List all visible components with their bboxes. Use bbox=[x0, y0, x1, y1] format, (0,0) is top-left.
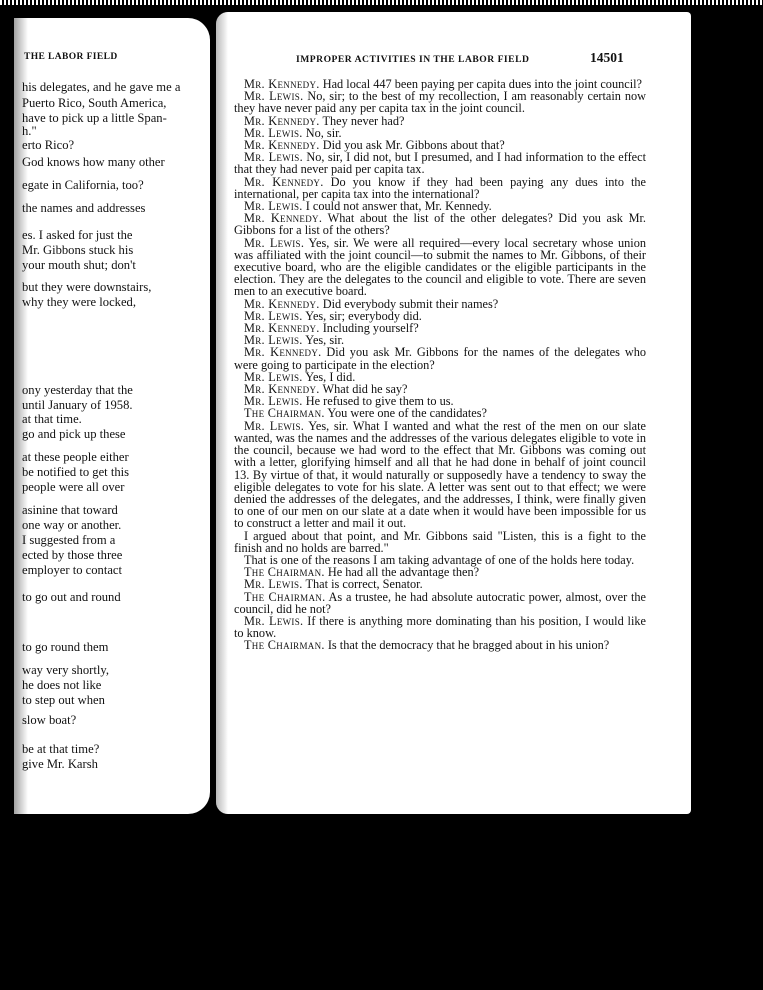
speech-text: You were one of the candidates? bbox=[324, 406, 487, 421]
right-page bbox=[216, 12, 691, 814]
speaker-name: Mr. Lewis. bbox=[244, 235, 305, 250]
speaker-name: Mr. Kennedy. bbox=[244, 174, 324, 189]
left-page-line: the names and addresses bbox=[22, 201, 146, 215]
speech-text: No, sir. bbox=[302, 125, 342, 140]
testimony-paragraph bbox=[234, 151, 646, 175]
left-page-line: slow boat? bbox=[22, 713, 77, 727]
speaker-name: Mr. Kennedy. bbox=[244, 211, 323, 226]
left-page-line: one way or another. bbox=[22, 518, 122, 532]
testimony-paragraph bbox=[234, 346, 646, 370]
left-page-line: to go round them bbox=[22, 640, 109, 654]
speech-text: That is one of the reasons I am taking advantage of one of the holds here today. bbox=[244, 552, 635, 567]
speech-text: Did you ask Mr. Gibbons about that? bbox=[319, 138, 505, 153]
testimony-text bbox=[234, 78, 646, 652]
left-page-line: to step out when bbox=[22, 693, 105, 707]
speaker-name: Mr. Lewis. bbox=[244, 89, 304, 104]
speaker-name: Mr. Kennedy. bbox=[244, 138, 320, 153]
testimony-paragraph bbox=[234, 591, 646, 615]
speech-text: That is correct, Senator. bbox=[302, 577, 423, 592]
speaker-name: Mr. Kennedy. bbox=[244, 113, 320, 128]
speech-text: What did he say? bbox=[319, 382, 408, 397]
speech-text: Do you know if they had been paying any dues into the international, per capita tax into the international? bbox=[234, 174, 646, 201]
speaker-name: Mr. Lewis. bbox=[244, 150, 303, 165]
speech-text: If there is anything more dominating than his position, I would like to know. bbox=[234, 613, 646, 641]
speech-text: Yes, sir. bbox=[302, 333, 345, 348]
left-page-header: THE LABOR FIELD bbox=[24, 52, 118, 62]
left-page-line: your mouth shut; don't bbox=[22, 258, 136, 272]
left-page-line: at these people either bbox=[22, 450, 129, 464]
left-page-line: people were all over bbox=[22, 480, 125, 494]
speaker-name: Mr. Kennedy. bbox=[244, 382, 320, 397]
speaker-name: Mr. Lewis. bbox=[244, 125, 303, 140]
speaker-name: The Chairman. bbox=[244, 638, 325, 653]
left-page-line: h." bbox=[22, 124, 37, 138]
left-page-line: at that time. bbox=[22, 412, 82, 426]
speech-text: As a trustee, he had absolute autocratic power, almost, over the council, did he not? bbox=[234, 589, 646, 616]
testimony-paragraph bbox=[234, 176, 646, 200]
speech-text: Had local 447 been paying per capita dues into the joint council? bbox=[319, 77, 642, 91]
speaker-name: Mr. Kennedy. bbox=[244, 321, 320, 336]
running-head: IMPROPER ACTIVITIES IN THE LABOR FIELD bbox=[296, 54, 530, 65]
testimony-paragraph bbox=[234, 420, 646, 530]
left-page-line: God knows how many other bbox=[22, 155, 165, 169]
left-page-line: be notified to get this bbox=[22, 465, 130, 479]
speech-text: No, sir; to the best of my recollection, I am reasonably certain now they have never paid any per capita tax in the joint council. bbox=[234, 89, 646, 116]
left-page-line: ected by those three bbox=[22, 548, 123, 562]
left-page-line: Mr. Gibbons stuck his bbox=[22, 243, 134, 257]
speech-text: He refused to give them to us. bbox=[302, 394, 454, 409]
speaker-name: Mr. Lewis. bbox=[244, 418, 305, 433]
left-page-line: es. I asked for just the bbox=[22, 228, 133, 242]
speech-text: Did everybody submit their names? bbox=[319, 296, 499, 311]
left-page-line: until January of 1958. bbox=[22, 398, 133, 412]
speech-text: What about the list of the other delegates? Did you ask Mr. Gibbons for a list of the others? bbox=[234, 211, 647, 238]
left-page-line: to go out and round bbox=[22, 590, 121, 604]
speaker-name: Mr. Lewis. bbox=[244, 333, 303, 348]
testimony-paragraph bbox=[234, 237, 646, 298]
left-page-line: way very shortly, bbox=[22, 663, 109, 677]
speech-text: Yes, sir; everybody did. bbox=[302, 308, 422, 323]
speech-text: Did you ask Mr. Gibbons for the names of the delegates who were going to participate in the election? bbox=[234, 345, 646, 372]
speech-text: Is that the democracy that he bragged about in his union? bbox=[324, 638, 610, 653]
left-page-line: he does not like bbox=[22, 678, 102, 692]
speaker-name: Mr. Lewis. bbox=[244, 199, 303, 214]
left-page-line: why they were locked, bbox=[22, 295, 137, 309]
testimony-paragraph bbox=[234, 615, 646, 639]
testimony-paragraph bbox=[234, 639, 646, 651]
left-page bbox=[14, 18, 210, 814]
speech-text: Yes, I did. bbox=[302, 369, 356, 384]
speaker-name: Mr. Kennedy. bbox=[244, 345, 322, 360]
testimony-paragraph bbox=[234, 530, 646, 554]
page-number: 14501 bbox=[590, 50, 624, 65]
left-page-line: asinine that toward bbox=[22, 503, 118, 517]
speech-text: Yes, sir. What I wanted and what the rest of the men on our slate wanted, was the names and the addresses of the various delegates eligible to vote in the council, because we had word to the effect that Mr. Gibbons was coming out with a letter, glorifying himself and all that he had done in behalf of joint council 13. By virtue of that, it would naturally or supposedly have a tendency to sway the eligible delegates to vote for his slate. A letter was sent out to that effect; we were denied the addresses of the delegates, and the addresses, I think, were finally given to one of our men on our slate at a date when it would have been impossible for us to construct a letter and mail it out. bbox=[234, 418, 646, 531]
speech-text: They never had? bbox=[319, 113, 405, 128]
left-page-line: ony yesterday that the bbox=[22, 383, 133, 397]
speaker-name: Mr. Kennedy. bbox=[244, 296, 320, 311]
left-page-line: but they were downstairs, bbox=[22, 280, 152, 294]
left-page-line: go and pick up these bbox=[22, 427, 126, 441]
speaker-name: The Chairman. bbox=[244, 565, 325, 580]
speaker-name: Mr. Lewis. bbox=[244, 577, 303, 592]
speaker-name: Mr. Lewis. bbox=[244, 308, 303, 323]
left-page-line: Puerto Rico, South America, bbox=[22, 96, 167, 110]
speech-text: Including yourself? bbox=[319, 321, 419, 336]
left-page-line: give Mr. Karsh bbox=[22, 757, 98, 771]
testimony-paragraph bbox=[234, 90, 646, 114]
speaker-name: Mr. Lewis. bbox=[244, 394, 303, 409]
scan-border bbox=[0, 0, 763, 5]
testimony-paragraph bbox=[234, 212, 646, 236]
speaker-name: Mr. Lewis. bbox=[244, 613, 304, 628]
speaker-name: The Chairman. bbox=[244, 406, 325, 421]
speech-text: Yes, sir. We were all required—every local secretary whose union was affiliated with the joint council—to submit the names to Mr. Gibbons, of their executive board, who are the eligible candidates or the eligible participants in the election. They are the delegates to the council and eligible to vote. There are seven men to an executive board. bbox=[234, 235, 646, 299]
speaker-name: Mr. Kennedy. bbox=[244, 77, 320, 91]
speech-text: No, sir, I did not, but I presumed, and I had information to the effect that they had never paid per capita tax. bbox=[234, 150, 646, 177]
left-page-line: be at that time? bbox=[22, 742, 100, 756]
speech-text: I argued about that point, and Mr. Gibbons said "Listen, this is a fight to the finish and no holds are barred." bbox=[234, 528, 646, 555]
left-page-line: erto Rico? bbox=[22, 138, 75, 152]
speech-text: I could not answer that, Mr. Kennedy. bbox=[302, 199, 492, 214]
left-page-line: I suggested from a bbox=[22, 533, 116, 547]
left-page-line: egate in California, too? bbox=[22, 178, 144, 192]
speaker-name: The Chairman. bbox=[244, 589, 326, 604]
speech-text: He had all the advantage then? bbox=[324, 565, 480, 580]
speaker-name: Mr. Lewis. bbox=[244, 369, 303, 384]
right-page-gutter-shadow bbox=[216, 12, 228, 814]
left-page-line: have to pick up a little Span- bbox=[22, 111, 167, 125]
left-page-line: employer to contact bbox=[22, 563, 123, 577]
left-page-line: his delegates, and he gave me a bbox=[22, 80, 181, 94]
